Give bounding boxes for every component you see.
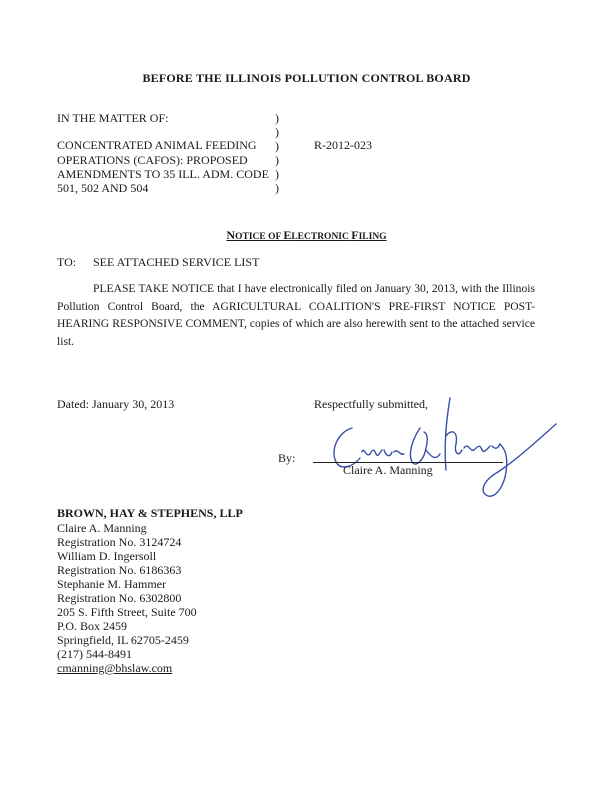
handwritten-signature [300,388,560,508]
firm-line: Registration No. 3124724 [57,535,182,549]
email-link[interactable]: cmanning@bhslaw.com [57,661,173,675]
firm-line: 205 S. Fifth Street, Suite 700 [57,605,197,619]
notice-heading [0,228,613,243]
heading-word: LECTRONIC [291,232,352,242]
heading-word: OTICE OF [235,232,284,242]
caption-paren: ) [275,167,279,181]
caption-paren: ) [275,139,279,153]
firm-line: Stephanie M. Hammer [57,577,166,591]
firm-line: William D. Ingersoll [57,549,157,563]
case-number: R-2012-023 [314,138,372,152]
heading-initial: E [283,228,292,242]
firm-line: P.O. Box 2459 [57,619,128,633]
to-label: TO: [57,255,77,269]
page-title: BEFORE THE ILLINOIS POLLUTION CONTROL BOARD [142,71,471,85]
caption-line: OPERATIONS (CAFOS): PROPOSED [57,153,248,167]
to-line [57,255,259,270]
notice-paragraph: PLEASE TAKE NOTICE that I have electronically filed on January 30, 2013, with the Illinois Pollution Control Board, the AGRICULTURAL COALITION'S PRE-FIRST NOTICE POST-HEARING RESPONSIVE COMMENT, copies of which are also herewith sent to the attached service list. [57,282,535,348]
caption-paren: ) [275,181,279,195]
heading-initial: N [226,228,236,242]
heading-initial: F [351,228,359,242]
firm-line: Claire A. Manning [57,521,147,535]
firm-line: Registration No. 6302800 [57,591,182,605]
caption-line: 501, 502 AND 504 [57,181,149,195]
caption-paren: ) [275,111,279,125]
dated-line: Dated: January 30, 2013 [57,397,175,411]
firm-line: Registration No. 6186363 [57,563,182,577]
heading-word: ILING [358,232,387,242]
signer-name: Claire A. Manning [343,463,433,477]
caption-paren: ) [275,153,279,167]
to-value: SEE ATTACHED SERVICE LIST [93,255,260,269]
firm-line: (217) 544-8491 [57,647,132,661]
by-label: By: [278,451,296,465]
firm-name: BROWN, HAY & STEPHENS, LLP [57,506,243,520]
caption-line: IN THE MATTER OF: [57,111,169,125]
firm-line: Springfield, IL 62705-2459 [57,633,189,647]
respectfully-submitted: Respectfully submitted, [314,397,428,411]
caption-paren: ) [275,125,279,139]
caption-line: AMENDMENTS TO 35 ILL. ADM. CODE [57,167,269,181]
caption-line: CONCENTRATED ANIMAL FEEDING [57,138,257,152]
